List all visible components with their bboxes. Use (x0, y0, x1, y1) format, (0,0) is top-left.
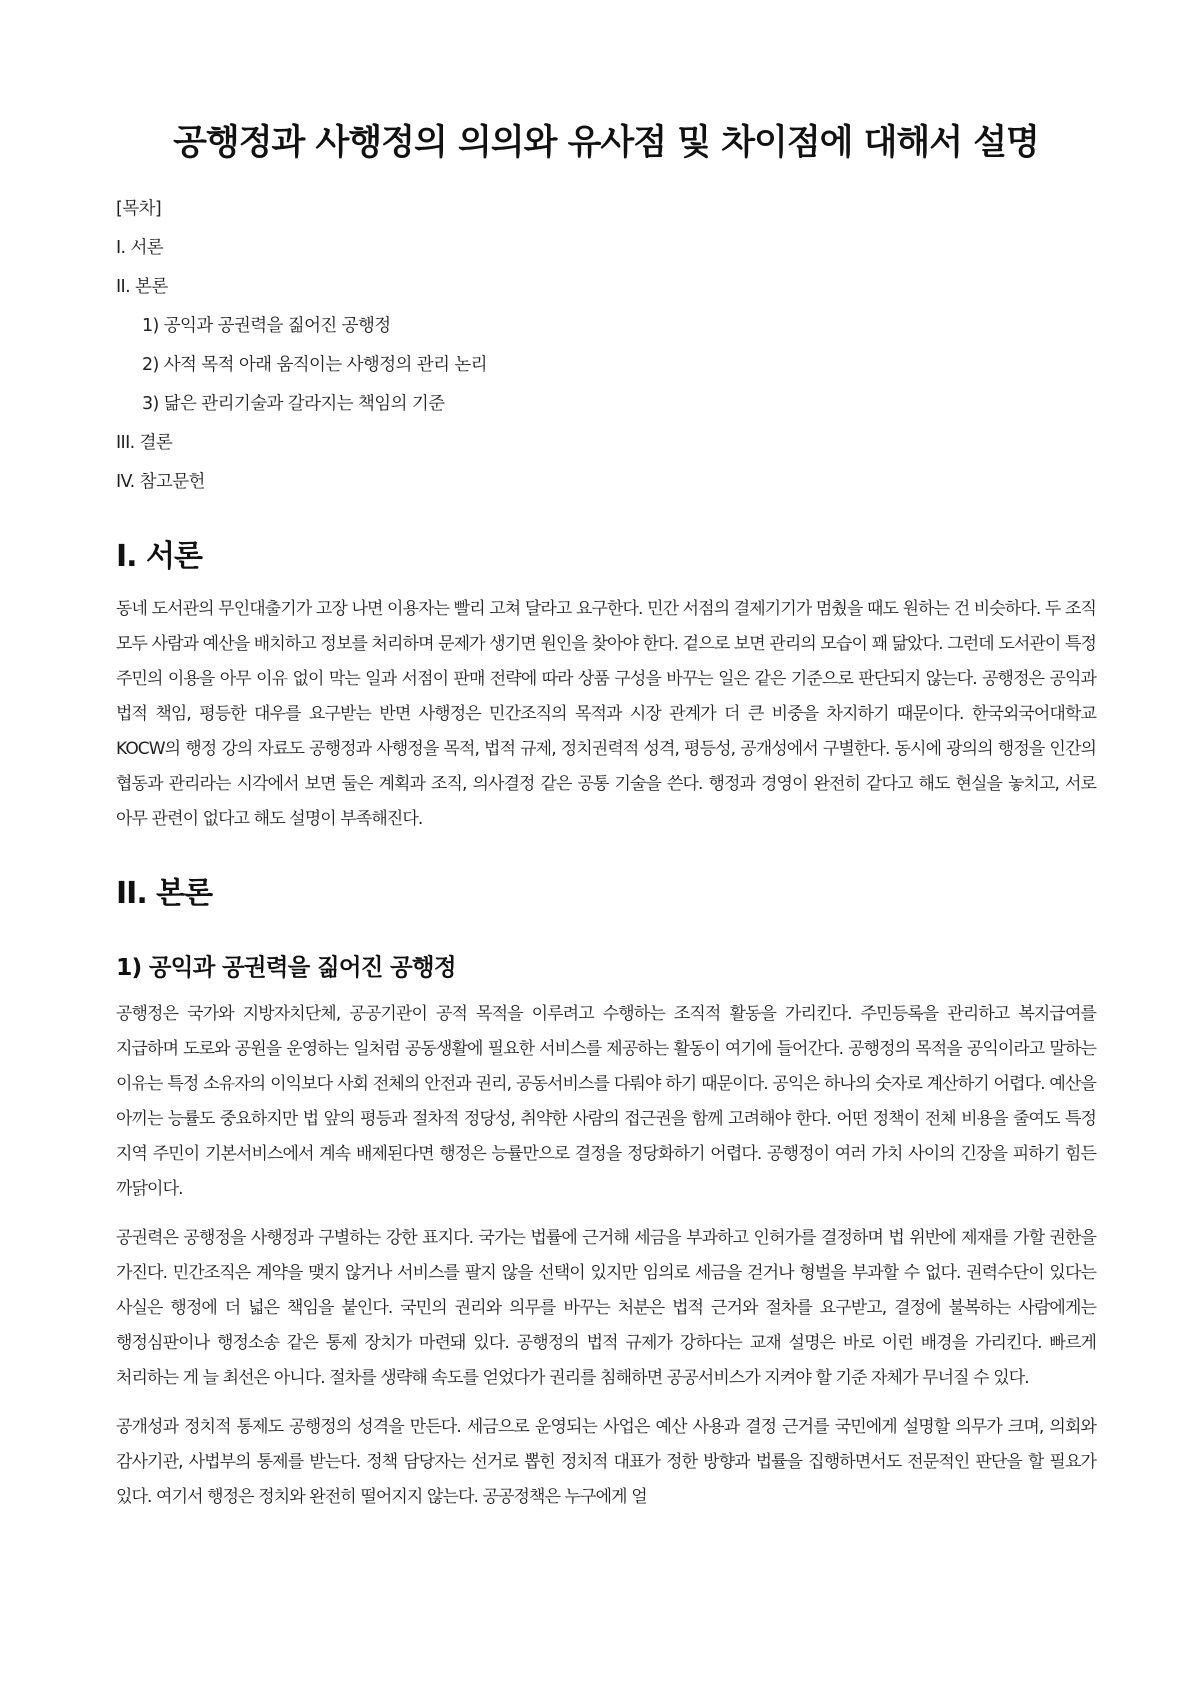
toc-subitem: 1) 공익과 공권력을 짊어진 공행정 (142, 316, 391, 336)
table-of-contents (116, 190, 1096, 502)
toc-item: II. 본론 (116, 277, 168, 297)
section-introduction (116, 536, 1096, 837)
toc-item: III. 결론 (116, 433, 173, 453)
body-paragraph: 공행정은 국가와 지방자치단체, 공공기관이 공적 목적을 이루려고 수행하는 조직적 활동을 가리킨다. 주민등록을 관리하고 복지급여를 지급하며 도로와 공원을 운영하는 일처럼 공동생활에 필요한 서비스를 제공하는 활동이 여기에 들어간다. 공행정의 목적을 공익이라고 말하는 이유는 특정 소유자의 이익보다 사회 전체의 안전과 권리, 공동서비스를 다뤄야 하기 때문이다. 공익은 하나의 숫자로 계산하기 어렵다. 예산을 아끼는 능률도 중요하지만 법 앞의 평등과 절차적 정당성, 취약한 사람의 접근권을 함께 고려해야 한다. 어떤 정책이 전체 비용을 줄여도 특정 지역 주민이 기본서비스에서 계속 배제된다면 행정은 능률만으로 결정을 정당화하기 어렵다. 공행정이 여러 가치 사이의 긴장을 피하기 힘든 까닭이다. (116, 1004, 1097, 1199)
body-paragraph: 공권력은 공행정을 사행정과 구별하는 강한 표지다. 국가는 법률에 근거해 세금을 부과하고 인허가를 결정하며 법 위반에 제재를 가할 권한을 가진다. 민간조직은 계약을 맺지 않거나 서비스를 팔지 않을 선택이 있지만 임의로 세금을 걷거나 형벌을 부과할 수 없다. 권력수단이 있다는 사실은 행정에 더 넓은 책임을 붙인다. 국민의 권리와 의무를 바꾸는 처분은 법적 근거와 절차를 요구받고, 결정에 불복하는 사람에게는 행정심판이나 행정소송 같은 통제 장치가 마련돼 있다. 공행정의 법적 규제가 강하다는 교재 설명은 바로 이런 배경을 가리킨다. 빠르게 처리하는 게 늘 최선은 아니다. 절차를 생략해 속도를 얻었다가 권리를 침해하면 공공서비스가 지켜야 할 기준 자체가 무너질 수 있다. (116, 1228, 1096, 1388)
body-paragraph: 동네 도서관의 무인대출기가 고장 나면 이용자는 빨리 고쳐 달라고 요구한다. 민간 서점의 결제기기가 멈췄을 때도 원하는 건 비슷하다. 두 조직 모두 사람과 예산을 배치하고 정보를 처리하며 문제가 생기면 원인을 찾아야 한다. 겉으로 보면 관리의 모습이 꽤 닮았다. 그런데 도서관이 특정 주민의 이용을 아무 이유 없이 막는 일과 서점이 판매 전략에 따라 상품 구성을 바꾸는 일은 같은 기준으로 판단되지 않는다. 공행정은 공익과 법적 책임, 평등한 대우를 요구받는 반면 사행정은 민간조직의 목적과 시장 관계가 더 큰 비중을 차지하기 때문이다. 한국외국어대학교 KOCW의 행정 강의 자료도 공행정과 사행정을 목적, 법적 규제, 정치권력적 성격, 평등성, 공개성에서 구별한다. 동시에 광의의 행정을 인간의 협동과 관리라는 시각에서 보면 둘은 계획과 조직, 의사결정 같은 공통 기술을 쓴다. 행정과 경영이 완전히 같다고 해도 현실을 놓치고, 서로 아무 관련이 없다고 해도 설명이 부족해진다. (116, 599, 1096, 829)
toc-item: IV. 참고문헌 (116, 472, 205, 492)
toc-heading: [목차] (116, 199, 162, 219)
toc-subitem: 2) 사적 목적 아래 움직이는 사행정의 관리 논리 (142, 355, 487, 375)
section-body (116, 873, 1096, 1515)
toc-subitem: 3) 닮은 관리기술과 갈라지는 책임의 기준 (142, 394, 445, 414)
subsection-heading: 1) 공익과 공권력을 짊어진 공행정 (116, 953, 456, 981)
toc-item: I. 서론 (116, 238, 164, 258)
body-paragraph: 공개성과 정치적 통제도 공행정의 성격을 만든다. 세금으로 운영되는 사업은 예산 사용과 결정 근거를 국민에게 설명할 의무가 크며, 의회와 감사기관, 사법부의 통제를 받는다. 정책 담당자는 선거로 뽑힌 정치적 대표가 정한 방향과 법률을 집행하면서도 전문적인 판단을 할 필요가 있다. 여기서 행정은 정치와 완전히 떨어지지 않는다. 공공정책은 누구에게 얼 (116, 1417, 1096, 1507)
document-title: 공행정과 사행정의 의의와 유사점 및 차이점에 대해서 설명 (173, 123, 1039, 163)
section-heading: II. 본론 (116, 876, 213, 911)
section-heading: I. 서론 (116, 539, 202, 574)
